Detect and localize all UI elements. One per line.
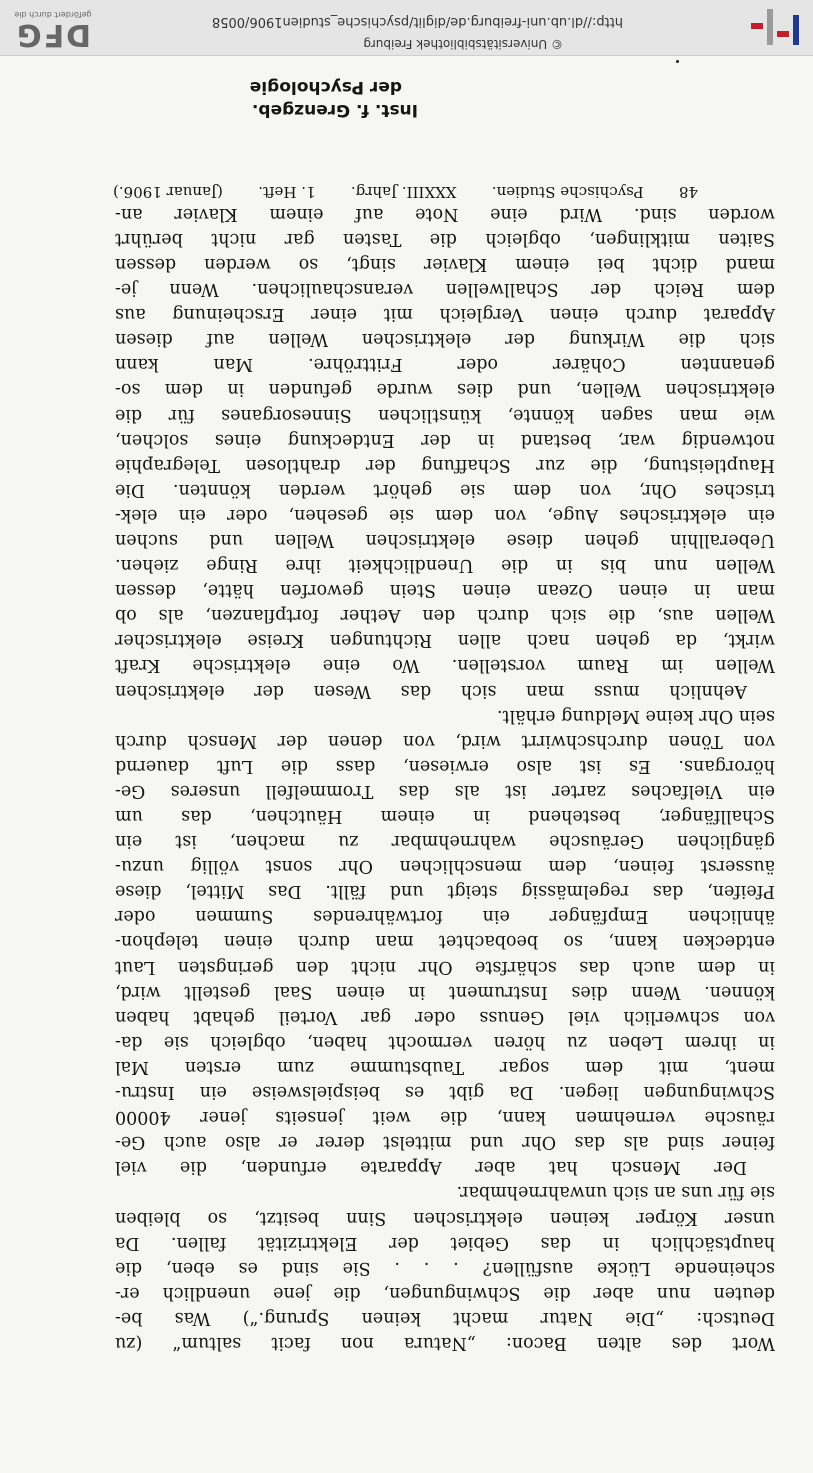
- text-line: Apparat durch einen Vergleich mit einer Erscheinung aus: [115, 304, 775, 325]
- text-line: Ueberallhin gehen diese elektrischen Wellen und suchen: [115, 530, 775, 550]
- text-line: sie für uns an sich unwahrnehmbar.: [456, 1182, 775, 1203]
- text-line: Wort des alten Bacon: „Natura non facit saltum“ (zu: [115, 1333, 775, 1353]
- volume: XXXIII. Jahrg.: [350, 183, 457, 201]
- text-line: wirkt, da gehen nach allen Richtungen Kreise elektrischer: [115, 630, 775, 651]
- text-line: elektrischen Wellen, und dies wurde gefunden in dem so-: [115, 379, 775, 400]
- ink-speck: [676, 60, 679, 63]
- text-line: Der Mensch hat aber Apparate erfunden, die viel: [115, 1157, 747, 1178]
- text-line: Aehnlich muss man sich das Wesen der elektrischen: [115, 680, 747, 701]
- text-line: ein elektrisches Auge, von dem sie gesehen, oder ein elek-: [115, 504, 775, 525]
- text-line: feiner sind als das Ohr und mittelst derer er also auch Ge-: [115, 1132, 775, 1153]
- text-line: sein Ohr keine Meldung erhält.: [496, 705, 775, 726]
- text-line: in dem auch das schärfste Ohr nicht den geringsten Laut: [115, 956, 775, 977]
- text-line: können. Wenn dies Instrument in einen Saal gestellt wird,: [115, 981, 775, 1002]
- stamp-line: Inst. f. Grenzgeb.: [251, 100, 418, 120]
- text-line: genannten Cohärer oder Frittröhre. Man kann: [115, 354, 775, 375]
- text-line: man in einen Ozean einen Stein geworfen hätte, dessen: [115, 580, 775, 601]
- text-line: Deutsch: „Die Natur macht keinen Sprung.“) Was be-: [115, 1307, 775, 1328]
- dfg-subtitle: gefördert durch die: [14, 10, 92, 19]
- text-line: Wellen aus, die sich durch den Aether fortpflanzen, als ob: [115, 605, 775, 626]
- text-line: scheinende Lücke ausfüllen? . . . Sie sind es eben, die: [115, 1257, 775, 1278]
- text-line: von Tönen durchschwirrt wird, von denen der Mensch durch: [115, 730, 775, 751]
- text-line: deuten nun aber die Schwingungen, die jene unendlich er-: [115, 1282, 775, 1303]
- text-line: ähnlichen Empfänger ein fortwährendes Summen oder: [115, 906, 775, 927]
- text-line: Hauptleistung, die zur Schaffung der drahtlosen Telegraphie: [115, 454, 775, 475]
- text-line: worden sind. Wird eine Note auf einem Klavier an-: [115, 203, 775, 224]
- source-url-link[interactable]: http://dl.ub.uni-freiburg.de/diglit/psychische_studien1906/0058: [211, 14, 623, 29]
- dfg-logo-text: DFG: [14, 17, 92, 52]
- body-text: [115, 201, 775, 1355]
- page-number: 48: [678, 183, 698, 201]
- text-line: notwendig war, bestand in der Entdeckung eines solchen,: [115, 429, 775, 450]
- text-line: äusserst feinen, dem menschlichen Ohr sonst völlig unzu-: [115, 856, 775, 877]
- page-header: [113, 183, 698, 201]
- text-line: dem Reich der Schallwellen veranschaulichen. Wenn je-: [115, 279, 775, 300]
- text-line: räusche vernehmen kann, die weit jenseits jener 40000: [115, 1107, 775, 1128]
- text-line: Schallfänger, bestehend in einem Häutchen, das um: [115, 806, 775, 827]
- text-line: wie man sagen könnte, künstlichen Sinnesorganes für die: [115, 404, 775, 425]
- issue: 1. Heft.: [258, 183, 316, 201]
- journal-title: Psychische Studien.: [491, 183, 644, 201]
- text-line: ment, mit dem sogar Taubstumme zum ersten Mal: [115, 1056, 775, 1077]
- text-line: von schwerlich viel Genuss oder gar Vorteil gehabt haben: [115, 1006, 775, 1027]
- text-line: hörorgans. Es ist also erwiesen, dass die Luft dauernd: [115, 755, 775, 776]
- footer-bar: [0, 0, 813, 56]
- text-line: Saiten mitklingen, obgleich die Tasten gar nicht berührt: [115, 228, 775, 249]
- text-line: ein Vielfaches zarter ist als das Trommelfell unseres Ge-: [115, 780, 775, 801]
- text-line: mand dicht bei einem Klavier singt, so werden dessen: [115, 253, 775, 274]
- copyright-text: © Universitätsbibliothek Freiburg: [363, 37, 563, 51]
- ub-freiburg-logo-icon[interactable]: [743, 7, 803, 49]
- text-line: unser Körper keinen elektrischen Sinn besitzt, so bleiben: [115, 1207, 775, 1228]
- text-line: gänglichen Geräusche wahrnehmbar zu machen, ist ein: [115, 831, 775, 852]
- text-line: sich die Wirkung der elektrischen Wellen auf diesen: [115, 329, 775, 350]
- text-line: entdecken kann, so beobachtet man durch einen telephon-: [115, 931, 775, 952]
- text-line: Wellen nun bis in die Unendlichkeit ihre Ringe ziehen.: [115, 555, 775, 576]
- text-line: in ihrem Leben zu hören vermocht haben, obgleich sie da-: [115, 1031, 775, 1052]
- dfg-logo-icon[interactable]: [8, 10, 98, 52]
- text-line: trisches Ohr, von dem sie gehört werden könnten. Die: [115, 479, 775, 500]
- issue-date: (Januar 1906.): [113, 183, 223, 201]
- text-line: hauptsächlich in das Gebiet der Elektrizität fallen. Da: [115, 1232, 775, 1253]
- text-line: Schwingungen liegen. Da gibt es beispielsweise ein Instru-: [115, 1082, 775, 1103]
- library-stamp: [250, 75, 418, 121]
- stamp-line: der Psychologie: [249, 77, 402, 97]
- text-line: Wellen im Raum vorstellen. Wo eine elektrische Kraft: [115, 655, 775, 676]
- text-line: Pfeifen, das regelmässig steigt und fällt. Das Mittel, diese: [115, 881, 775, 902]
